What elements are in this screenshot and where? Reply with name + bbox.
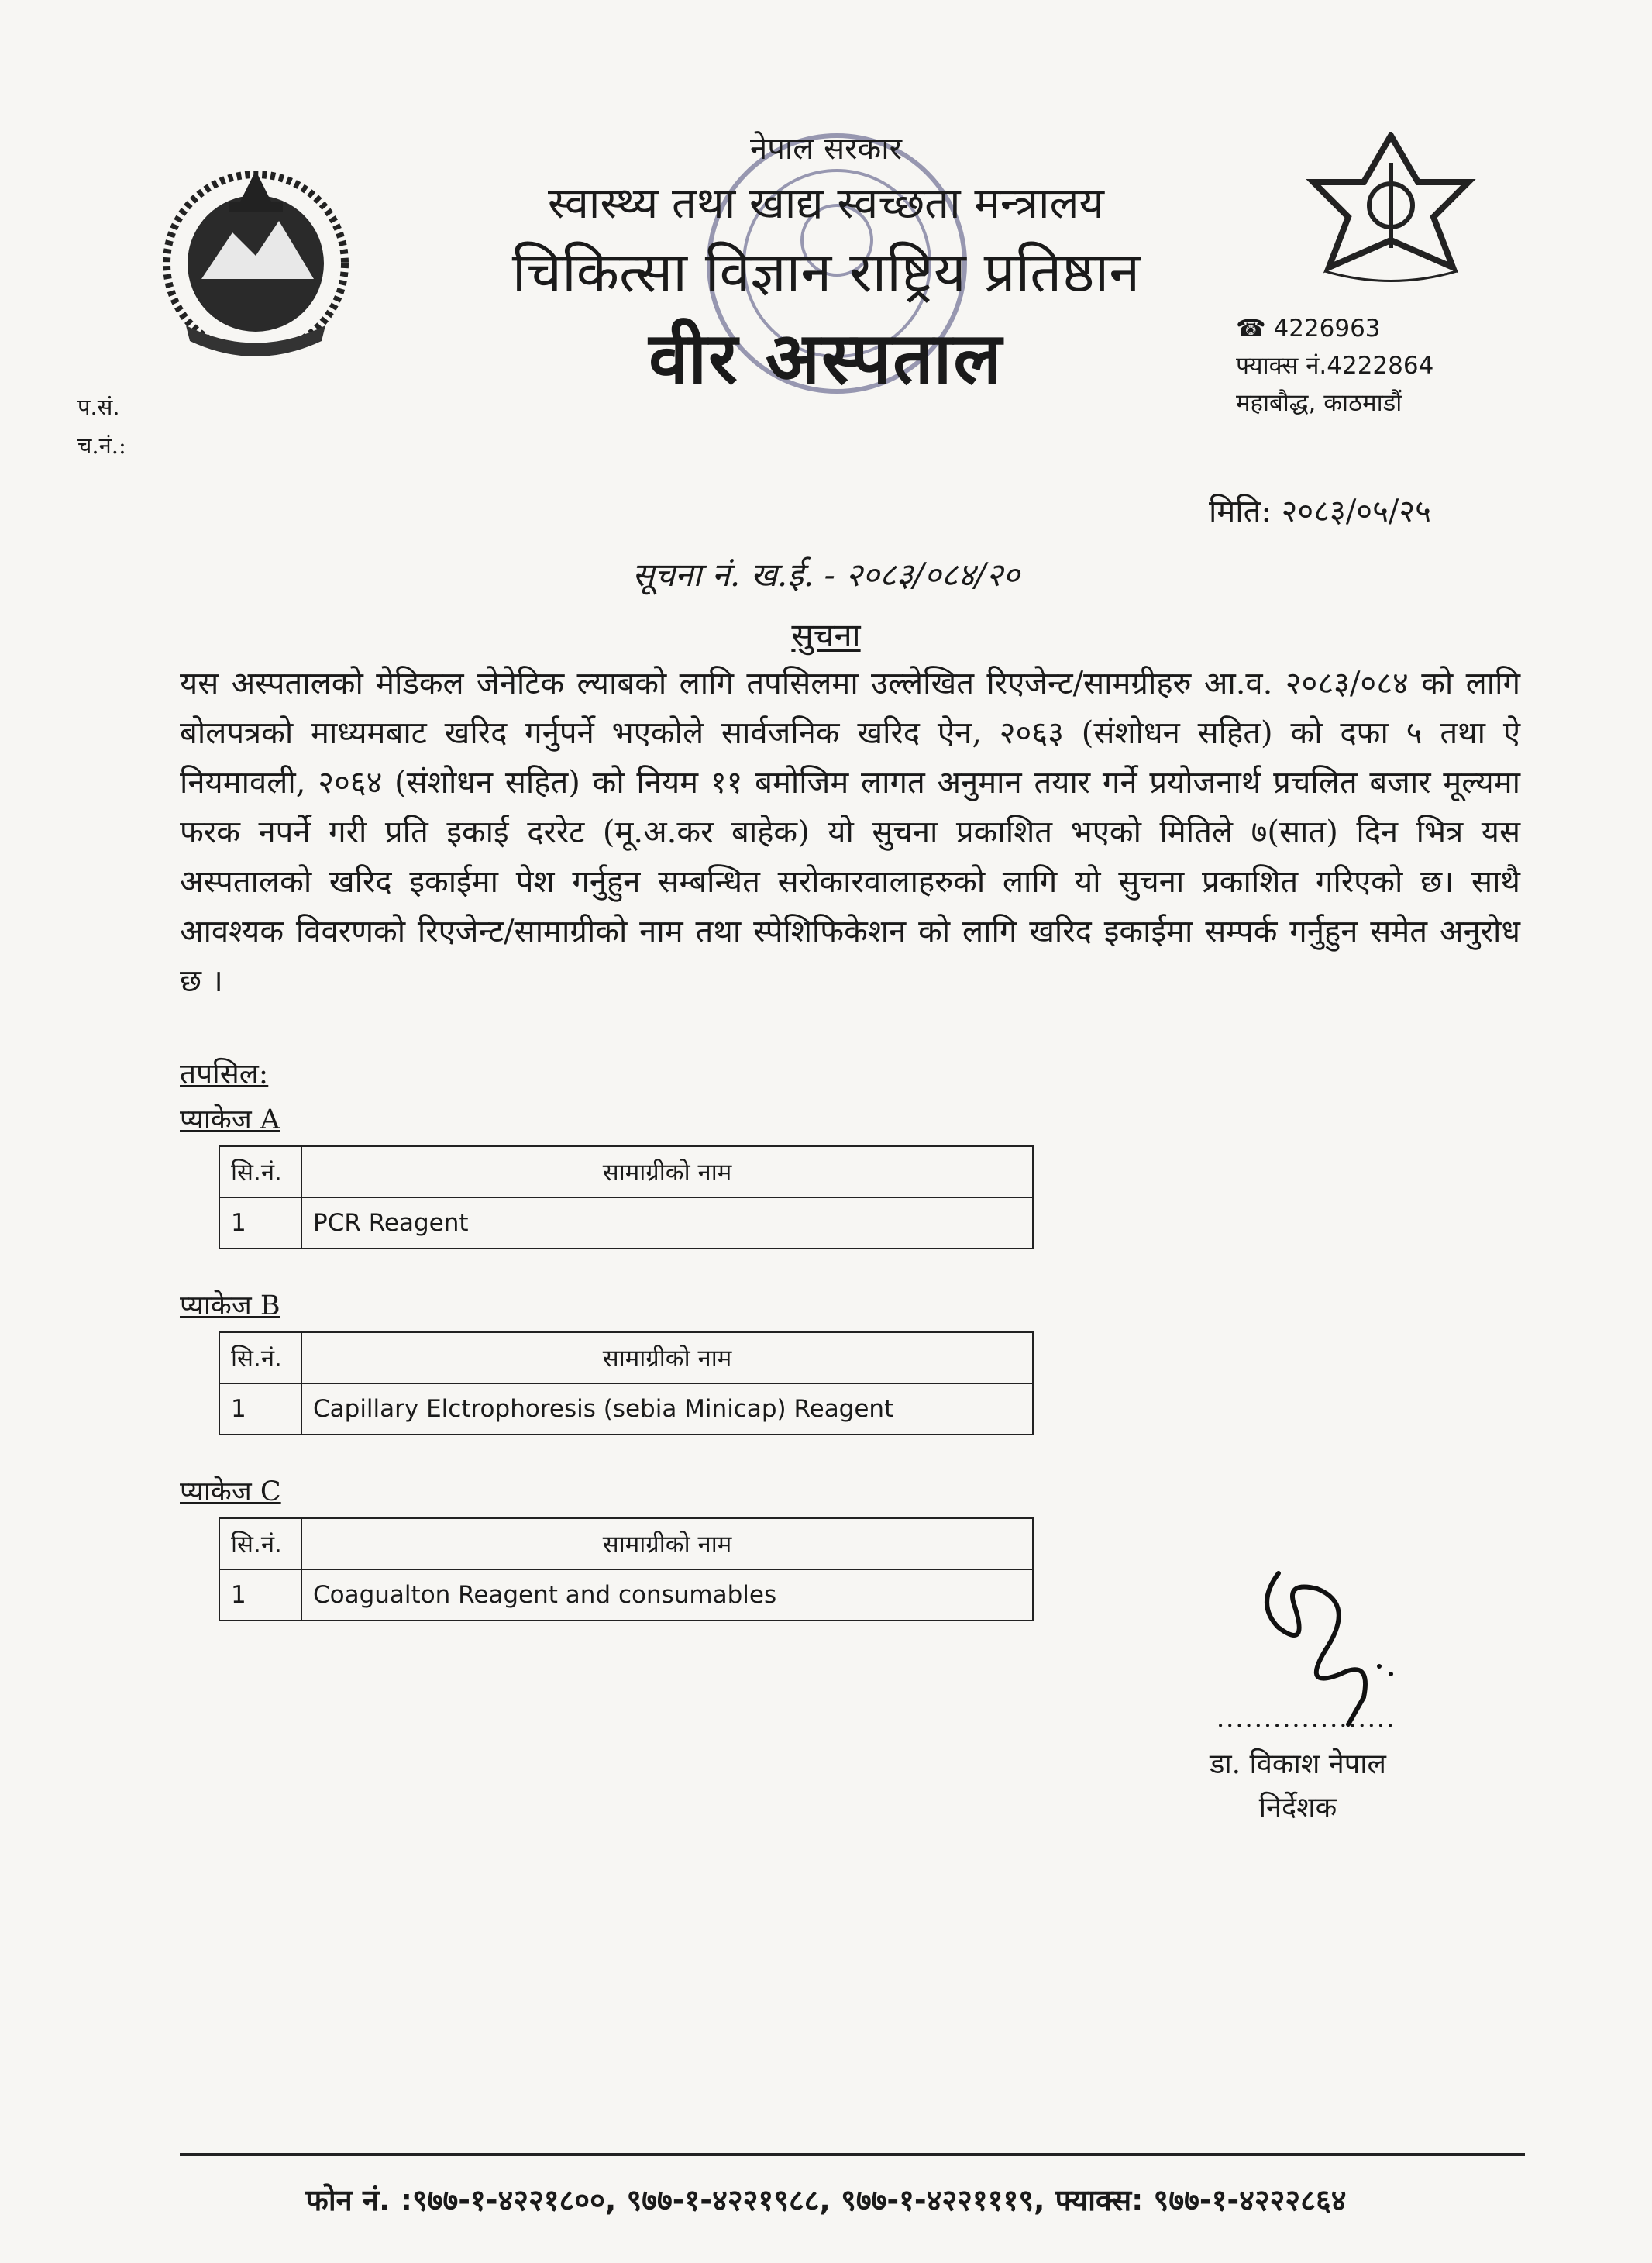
table-header-row — [219, 1518, 1033, 1569]
package-c-table — [219, 1517, 1034, 1621]
address-line: महाबौद्ध, काठमाडौं — [1236, 389, 1402, 417]
item-sn: 1 — [219, 1197, 301, 1249]
chalani-number: च.नं.: — [77, 432, 126, 459]
sn-header: सि.नं. — [219, 1332, 301, 1383]
item-name: PCR Reagent — [301, 1197, 1033, 1249]
phone-line — [1236, 310, 1433, 347]
sn-header: सि.नं. — [219, 1518, 301, 1569]
phone-icon: ☎ — [1236, 315, 1274, 343]
item-name: Coagualton Reagent and consumables — [301, 1569, 1033, 1621]
item-name-header: सामाग्रीको नाम — [301, 1332, 1033, 1383]
ministry-name: स्वास्थ्य तथा खाद्य स्वच्छता मन्त्रालय — [548, 178, 1104, 229]
institute-name: चिकित्सा विज्ञान राष्ट्रिय प्रतिष्ठान — [511, 239, 1141, 305]
annex-label: तपसिल: — [180, 1057, 269, 1090]
notice-heading: सुचना — [791, 616, 861, 654]
table-row — [219, 1197, 1033, 1249]
item-sn: 1 — [219, 1383, 301, 1435]
hospital-name: वीर अस्पताल — [649, 316, 1003, 400]
phone-number: 4226963 — [1273, 315, 1381, 343]
table-row — [219, 1383, 1033, 1435]
handwritten-signature — [1248, 1558, 1402, 1728]
item-name-header: सामाग्रीको नाम — [301, 1146, 1033, 1197]
signer-name: डा. विकाश नेपाल — [1210, 1748, 1386, 1780]
table-header-row — [219, 1332, 1033, 1383]
fax-line: फ्याक्स नं.4222864 — [1236, 352, 1434, 380]
item-sn: 1 — [219, 1569, 301, 1621]
notice-date: मिति: २०८३/०५/२५ — [1209, 494, 1431, 529]
notice-body: यस अस्पतालको मेडिकल जेनेटिक ल्याबको लागि तपसिलमा उल्लेखित रिएजेन्ट/सामग्रीहरु आ.व. २०८३/०८४ को लागि बोलपत्रको माध्यमबाट खरिद गर्नुपर्ने भएकोले सार्वजनिक खरिद ऐन, २०६३ (संशोधन सहित) को दफा ५ तथा ऐ नियमावली, २०६४ (संशोधन सहित) को नियम ११ बमोजिम लागत अनुमान तयार गर्ने प्रयोजनार्थ प्रचलित बजार मूल्यमा फरक नपर्ने गरी प्रति इकाई दररेट (मू.अ.कर बाहेक) यो सुचना प्रकाशित भएको मितिले ७(सात) दिन भित्र यस अस्पतालको खरिद इकाईमा पेश गर्नुहुन सम्बन्धित सरोकारवालाहरुको लागि यो सुचना प्रकाशित गरिएको छ। साथै आवश्यक विवरणको रिएजेन्ट/सामाग्रीको नाम तथा स्पेशिफिकेशन को लागि खरिद इकाईमा सम्पर्क गर्नुहुन समेत अनुरोध छ । — [180, 666, 1520, 999]
footer-divider — [180, 2153, 1525, 2156]
sn-header: सि.नं. — [219, 1146, 301, 1197]
reference-block — [77, 388, 126, 465]
patra-sankhya: प.सं. — [77, 394, 120, 420]
item-name: Capillary Elctrophoresis (sebia Minicap) Reagent — [301, 1383, 1033, 1435]
footer-contact: फोन नं. :९७७-१-४२२१८००, ९७७-१-४२२१९८८, ९७७-१-४२२१११९, फ्याक्स: ९७७-१-४२२२८६४ — [305, 2183, 1347, 2217]
table-row — [219, 1569, 1033, 1621]
government-name: नेपाल सरकार — [750, 131, 902, 167]
package-b-label: प्याकेज B — [180, 1290, 280, 1321]
item-name-header: सामाग्रीको नाम — [301, 1518, 1033, 1569]
signature-line: ................... — [1217, 1703, 1396, 1733]
package-a-table — [219, 1145, 1034, 1249]
package-a-label: प्याकेज A — [180, 1104, 280, 1135]
package-c-label: प्याकेज C — [180, 1476, 281, 1507]
package-b-table — [219, 1331, 1034, 1435]
contact-block — [1236, 310, 1433, 422]
table-header-row — [219, 1146, 1033, 1197]
signer-title: निर्देशक — [1258, 1792, 1337, 1824]
notice-number: सूचना नं. ख.ई. - २०८३/०८४/२० — [632, 556, 1020, 594]
